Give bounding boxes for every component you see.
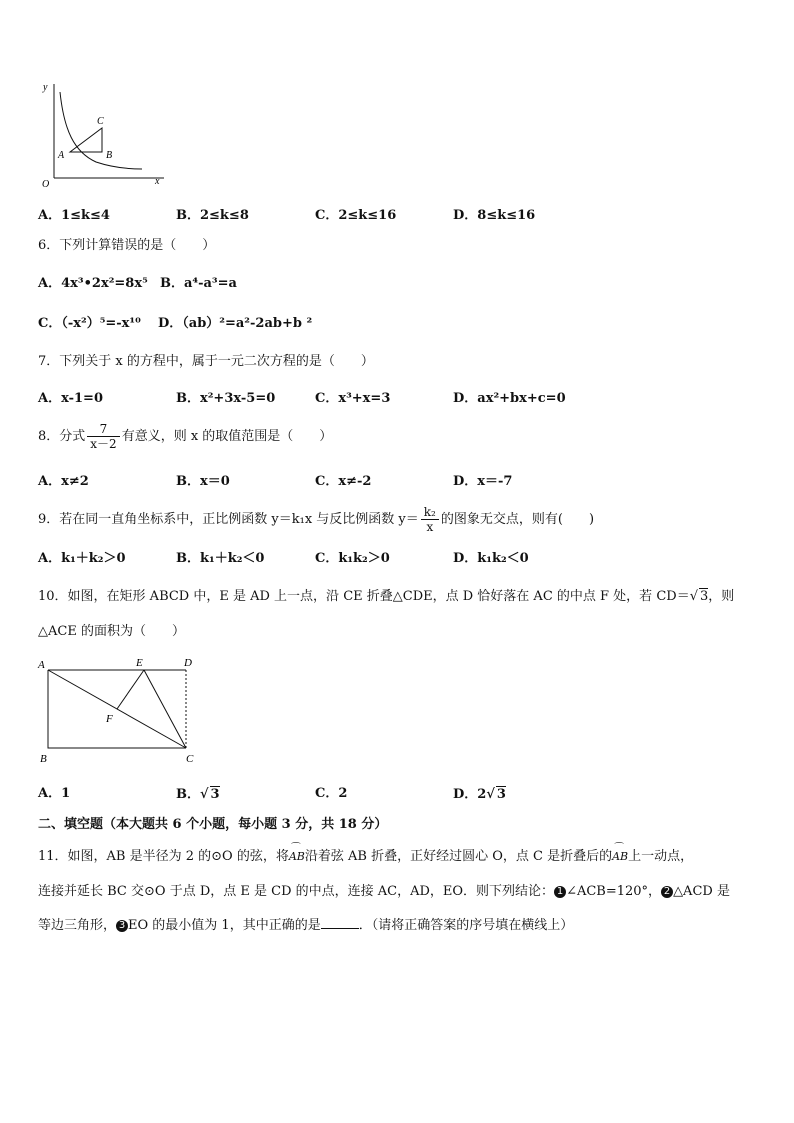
label-f: F [106,713,113,725]
q6-option-c [38,316,141,332]
q5-option-a: A．1≤k≤4 [38,208,110,223]
circled-number-3: 3 [116,920,128,932]
q6-option-b-expr: a⁴-a³=a [184,276,237,291]
q10-option-d-sqrt: 3 [496,787,506,802]
q11-line1-b: 沿着弦 AB 折叠，正好经过圆心 O，点 C 是折叠后的 [304,849,613,864]
q11-statement-1: ∠ACB=120°， [566,884,662,899]
q5-option-b: B．2≤k≤8 [176,208,249,223]
q8-frac-den: x－2 [90,437,117,451]
q9-stem-post: 的图象无交点，则有( ) [440,512,595,527]
q9-frac-den: x [426,520,434,534]
q11-line1-c: 上一动点， [628,849,694,864]
label-a: A [38,659,45,671]
triangle-abc [70,128,102,152]
hyperbola-curve [60,92,142,169]
q10-option-a: A．1 [38,786,71,801]
q9-fraction [421,505,439,534]
label-d: D [184,657,192,669]
q8-option-a: A．x≠2 [38,474,89,489]
q10-option-b: B．√ 3 [176,787,220,802]
q7-option-b: B．x²+3x-5=0 [176,391,276,406]
label-a: A [58,150,65,161]
q7-option-c: C．x³+x=3 [315,391,391,406]
segment-ef [117,670,144,709]
q6-option-d-expr: （ab）²=a²-2ab+b ² [182,316,313,331]
q6-option-b [160,276,237,292]
q11-line3-a: 等边三角形， [38,918,117,933]
q10-line1-pre: 10．如图，在矩形 ABCD 中，E 是 AD 上一点，沿 CE 折叠△CDE，点 D 恰好落在 AC 的中点 F 处，若 CD＝ [38,589,690,604]
q7-option-a: A．x-1=0 [38,391,103,406]
q6-option-c-prefix: C． [38,316,62,331]
q5-option-d: D．8≤k≤16 [453,208,536,223]
circled-number-2: 2 [661,886,673,898]
q10-line1-sqrt: 3 [700,589,709,604]
label-y: y [43,82,48,93]
q8-fraction [87,422,119,451]
q6-option-d-prefix: D． [158,316,183,331]
label-x: x [155,176,160,187]
section-2-heading: 二、填空题（本大题共 6 个小题，每小题 3 分，共 18 分） [38,817,388,832]
q9-option-c: C．k₁k₂＞0 [315,551,390,566]
q6-option-a-expr: 4x³•2x²=8x⁵ [61,276,148,291]
rectangle-figure [36,652,206,768]
q8-option-c: C．x≠-2 [315,474,372,489]
q11-arc-ab-2: ⌒ AB [612,849,628,865]
q10-option-d-prefix: D．2 [453,787,487,802]
q10-option-d: D．2√ 3 [453,787,506,802]
q11-line1-a: 11．如图，AB 是半径为 2 的⊙O 的弦，将 [38,849,289,864]
q11-line1 [38,849,693,865]
circled-number-1: 1 [554,886,566,898]
q8-frac-num: 7 [87,422,119,437]
q8-stem [38,422,332,451]
q8-option-b: B．x＝0 [176,474,230,489]
q11-line2-a: 连接并延长 BC 交⊙O 于点 D，点 E 是 CD 的中点，连接 AC，AD，EO．则下列结论： [38,884,555,899]
q5-option-c: C．2≤k≤16 [315,208,397,223]
q6-option-d [158,316,312,332]
q9-option-d: D．k₁k₂＜0 [453,551,529,566]
label-c: C [186,753,194,765]
q9-stem-pre: 9．若在同一直角坐标系中，正比例函数 y＝k₁x 与反比例函数 y＝ [38,512,419,527]
answer-blank[interactable] [321,916,359,929]
q9-stem [38,505,594,534]
q11-line3 [38,916,573,934]
q8-option-d: D．x＝-7 [453,474,513,489]
q10-option-c: C．2 [315,786,348,801]
q6-option-b-prefix: B． [160,276,184,291]
q11-arc-ab-1: ⌒ AB [289,849,305,865]
label-o: O [42,179,50,190]
q11-statement-2: △ACD 是 [673,884,730,899]
q8-stem-post: 有意义，则 x 的取值范围是（ ） [121,429,333,444]
label-b: B [106,150,113,161]
q9-frac-num: k₂ [421,505,439,520]
q6-option-a [38,276,148,292]
q10-line1-post: ，则 [708,589,735,604]
q6-option-c-expr: （-x²）⁵=-x¹⁰ [61,316,141,331]
q8-stem-pre: 8．分式 [38,429,86,444]
hyperbola-figure [36,80,166,192]
label-b: B [40,753,47,765]
q10-option-b-sqrt: 3 [210,787,220,802]
q10-option-b-prefix: B． [176,787,200,802]
q6-option-a-prefix: A． [38,276,62,291]
q6-stem: 6．下列计算错误的是（ ） [38,238,216,253]
q11-line3-b: ．（请将正确答案的序号填在横线上） [358,918,574,933]
q10-line2: △ACE 的面积为（ ） [38,624,185,639]
label-e: E [136,657,143,669]
q7-stem: 7．下列关于 x 的方程中，属于一元二次方程的是（ ） [38,354,374,369]
q9-option-a: A．k₁＋k₂＞0 [38,551,126,566]
q10-line1: 10．如图，在矩形 ABCD 中，E 是 AD 上一点，沿 CE 折叠△CDE，点 D 恰好落在 AC 的中点 F 处，若 CD＝√ 3，则 [38,589,735,604]
q7-option-d: D．ax²+bx+c=0 [453,391,566,406]
q9-option-b: B．k₁＋k₂＜0 [176,551,265,566]
label-c: C [97,116,104,127]
q11-line2 [38,884,730,900]
q11-statement-3: EO 的最小值为 1，其中正确的是 [128,918,321,933]
